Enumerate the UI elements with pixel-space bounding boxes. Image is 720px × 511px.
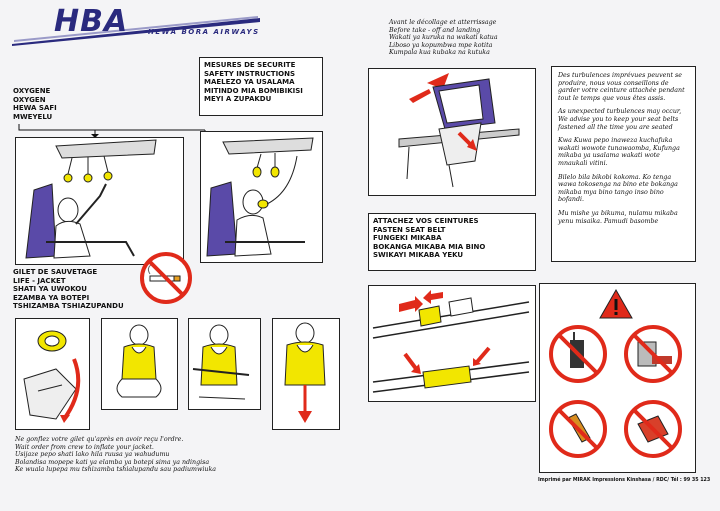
life-jacket-step-4 — [272, 318, 340, 430]
seat-upright-illustration — [369, 69, 534, 194]
life-jacket-line: SHATI YA UWOKOU — [13, 285, 87, 293]
life-jacket-note-line: Usijaze pepo shati lako hila ruusa ya wahudumu — [15, 451, 170, 459]
life-jacket-put-on-illustration — [102, 319, 176, 408]
turbulence-box — [551, 66, 696, 262]
airline-name: HEWA BORA AIRWAYS — [148, 28, 260, 36]
logo-swoosh — [12, 6, 274, 46]
turbulence-paragraph: As unexpected turbulences may occur, We advise you to keep your seat belts fastened all the time you are seated — [558, 108, 682, 131]
safety-instructions-box — [199, 57, 323, 116]
oxygen-mask-drop-illustration — [16, 138, 182, 263]
takeoff-text — [389, 19, 498, 57]
oxygen-line: MWEYELU — [13, 112, 53, 121]
life-jacket-tie-illustration — [189, 319, 259, 408]
seatbelt-line: ATTACHEZ VOS CEINTURES — [373, 217, 479, 225]
printer-credit: Imprimé par MIRAK Impressions Kinshasa / RDC/ Tél : 99 35 123 — [538, 478, 711, 483]
oxygen-mask-wear-illustration — [201, 132, 321, 261]
takeoff-line: Avant le décollage et atterrissage — [389, 19, 497, 26]
turbulence-paragraph: Kwa Kuwa pepo inaweza kuchafuka wakati wowote tunawaomba, Kufunga mikaba ya usalama wakati wote mnaukali vitini. — [558, 137, 680, 167]
seatbelt-line: FASTEN SEAT BELT — [373, 225, 446, 234]
takeoff-line: Liboso ya kopumbwa mpe kotita — [389, 41, 493, 49]
fasten-seatbelt-box — [368, 213, 536, 271]
safety-line: SAFETY INSTRUCTIONS — [204, 69, 296, 78]
life-jacket-note-line: Wait order from crew to inflate your jacket. — [15, 443, 154, 451]
oxygen-line: OXYGEN — [13, 95, 46, 104]
turbulence-paragraph: Bilelo bila bikobi kokoma. Ko tenga wawa tokosenga na bino ete bokanga mikaba mya bino tango inso bino bofandi. — [558, 173, 678, 204]
safety-line: MAELEZO YA USALAMA — [204, 78, 295, 86]
seatbelt-buckle-illustration — [369, 286, 534, 400]
logo-text: HBA — [54, 4, 129, 39]
oxygen-line: HEWA SAFI — [13, 104, 57, 112]
seatbelt-panel — [368, 285, 536, 402]
no-mobile-phone-icon — [551, 327, 605, 381]
no-smoking-icon — [138, 250, 194, 306]
safety-line: MEYI A ZUPAKDU — [204, 95, 272, 103]
no-cordless-phone-icon — [551, 402, 605, 456]
life-jacket-note — [15, 436, 345, 474]
oxygen-connector — [15, 124, 215, 138]
no-radio-icon — [626, 402, 680, 456]
takeoff-line: Wakati ya kuruka na wakati katua — [389, 34, 498, 42]
life-jacket-line: GILET DE SAUVETAGE — [13, 268, 98, 276]
life-jacket-line: EZAMBA YA BOTEPI — [13, 293, 90, 302]
oxygen-panel-1 — [15, 137, 184, 265]
safety-line: MESURES DE SECURITE — [204, 61, 296, 69]
oxygen-panel-2 — [200, 131, 323, 263]
prohibited-devices-illustration — [540, 284, 694, 471]
takeoff-line: Kumpala kua kubaka na kutuka — [389, 49, 490, 57]
seatbelt-line: FUNGEKI MIKABA — [373, 234, 442, 242]
life-jacket-heading — [13, 268, 124, 311]
header-logo — [12, 6, 274, 46]
life-jacket-note-line: Ke wuala lupepa mu tshizamba tshialupandu sau padiumwiuka — [15, 466, 217, 474]
prohibited-devices-panel — [539, 283, 696, 473]
life-jacket-note-line: Bolandisa mopepe kati ya elamba ya botepi sima ya ndingisa — [15, 458, 210, 466]
life-jacket-inflate-illustration — [273, 319, 338, 428]
life-jacket-under-seat-illustration — [16, 319, 88, 428]
warning-icon — [600, 290, 632, 318]
seat-upright-panel — [368, 68, 536, 196]
safety-line: MITINDO MIA BOMIBIKISI — [204, 86, 303, 95]
life-jacket-step-3 — [188, 318, 261, 410]
oxygen-line: OXYGENE — [13, 87, 51, 95]
turbulence-paragraph: Mu mishe ya bikuma, nulamu mikaba yenu misaika. Pamudi basombe — [558, 209, 678, 225]
no-gameboy-icon — [626, 327, 680, 381]
life-jacket-step-1 — [15, 318, 90, 430]
life-jacket-step-2 — [101, 318, 178, 410]
life-jacket-note-line: Ne gonflez votre gilet qu'après en avoir reçu l'ordre. — [15, 436, 184, 443]
seatbelt-line: BOKANGA MIKABA MIA BINO — [373, 242, 486, 251]
life-jacket-line: LIFE - JACKET — [13, 276, 66, 285]
oxygen-heading — [13, 87, 57, 121]
turbulence-paragraph: Des turbulences imprévues peuvent se produire, nous vous conseillons de garder votre ceinture attachée pendant tout le temps que vous êtes assis. — [558, 72, 685, 102]
life-jacket-line: TSHIZAMBA TSHIAZUPANDU — [13, 302, 124, 310]
takeoff-line: Before take - off and landing — [389, 26, 481, 34]
seatbelt-line: SWIKAYI MIKABA YEKU — [373, 251, 464, 259]
